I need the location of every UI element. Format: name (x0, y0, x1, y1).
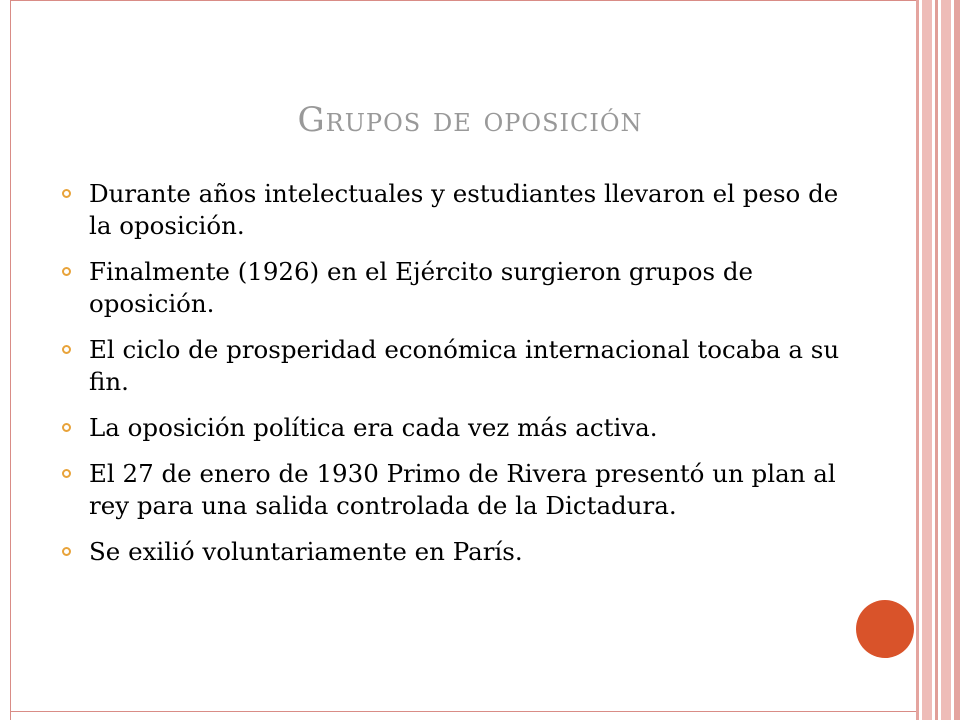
bullet-text: Durante años intelectuales y estudiantes llevaron el peso de la oposición. (89, 179, 839, 240)
bullet-item (62, 412, 842, 444)
frame-bottom-line (10, 711, 918, 712)
bullet-text: El 27 de enero de 1930 Primo de Rivera presentó un plan al rey para una salida controlada de la Dictadura. (89, 459, 836, 520)
right-stripe-border (916, 0, 960, 720)
bullet-item (62, 178, 842, 242)
bullet-text: La oposición política era cada vez más activa. (89, 413, 658, 442)
bullet-item (62, 536, 842, 568)
circle-bullet-icon (62, 189, 71, 198)
bullet-item (62, 458, 842, 522)
stripe (941, 0, 951, 720)
stripe (922, 0, 932, 720)
circle-bullet-icon (62, 267, 71, 276)
bullet-item (62, 334, 842, 398)
bullet-list (62, 178, 842, 582)
bullet-text: Se exilió voluntariamente en París. (89, 537, 523, 566)
circle-bullet-icon (62, 345, 71, 354)
circle-bullet-icon (62, 469, 71, 478)
stripe (916, 0, 919, 720)
stripe (935, 0, 938, 720)
bullet-text: Finalmente (1926) en el Ejército surgieron grupos de oposición. (89, 257, 754, 318)
bullet-item (62, 256, 842, 320)
circle-bullet-icon (62, 423, 71, 432)
orange-circle-decoration (856, 600, 914, 658)
circle-bullet-icon (62, 547, 71, 556)
slide-title: Grupos de oposición (297, 100, 643, 140)
bullet-text: El ciclo de prosperidad económica internacional tocaba a su fin. (89, 335, 840, 396)
frame-left-line (10, 0, 11, 720)
frame-top-line (10, 0, 918, 1)
stripe (954, 0, 960, 720)
